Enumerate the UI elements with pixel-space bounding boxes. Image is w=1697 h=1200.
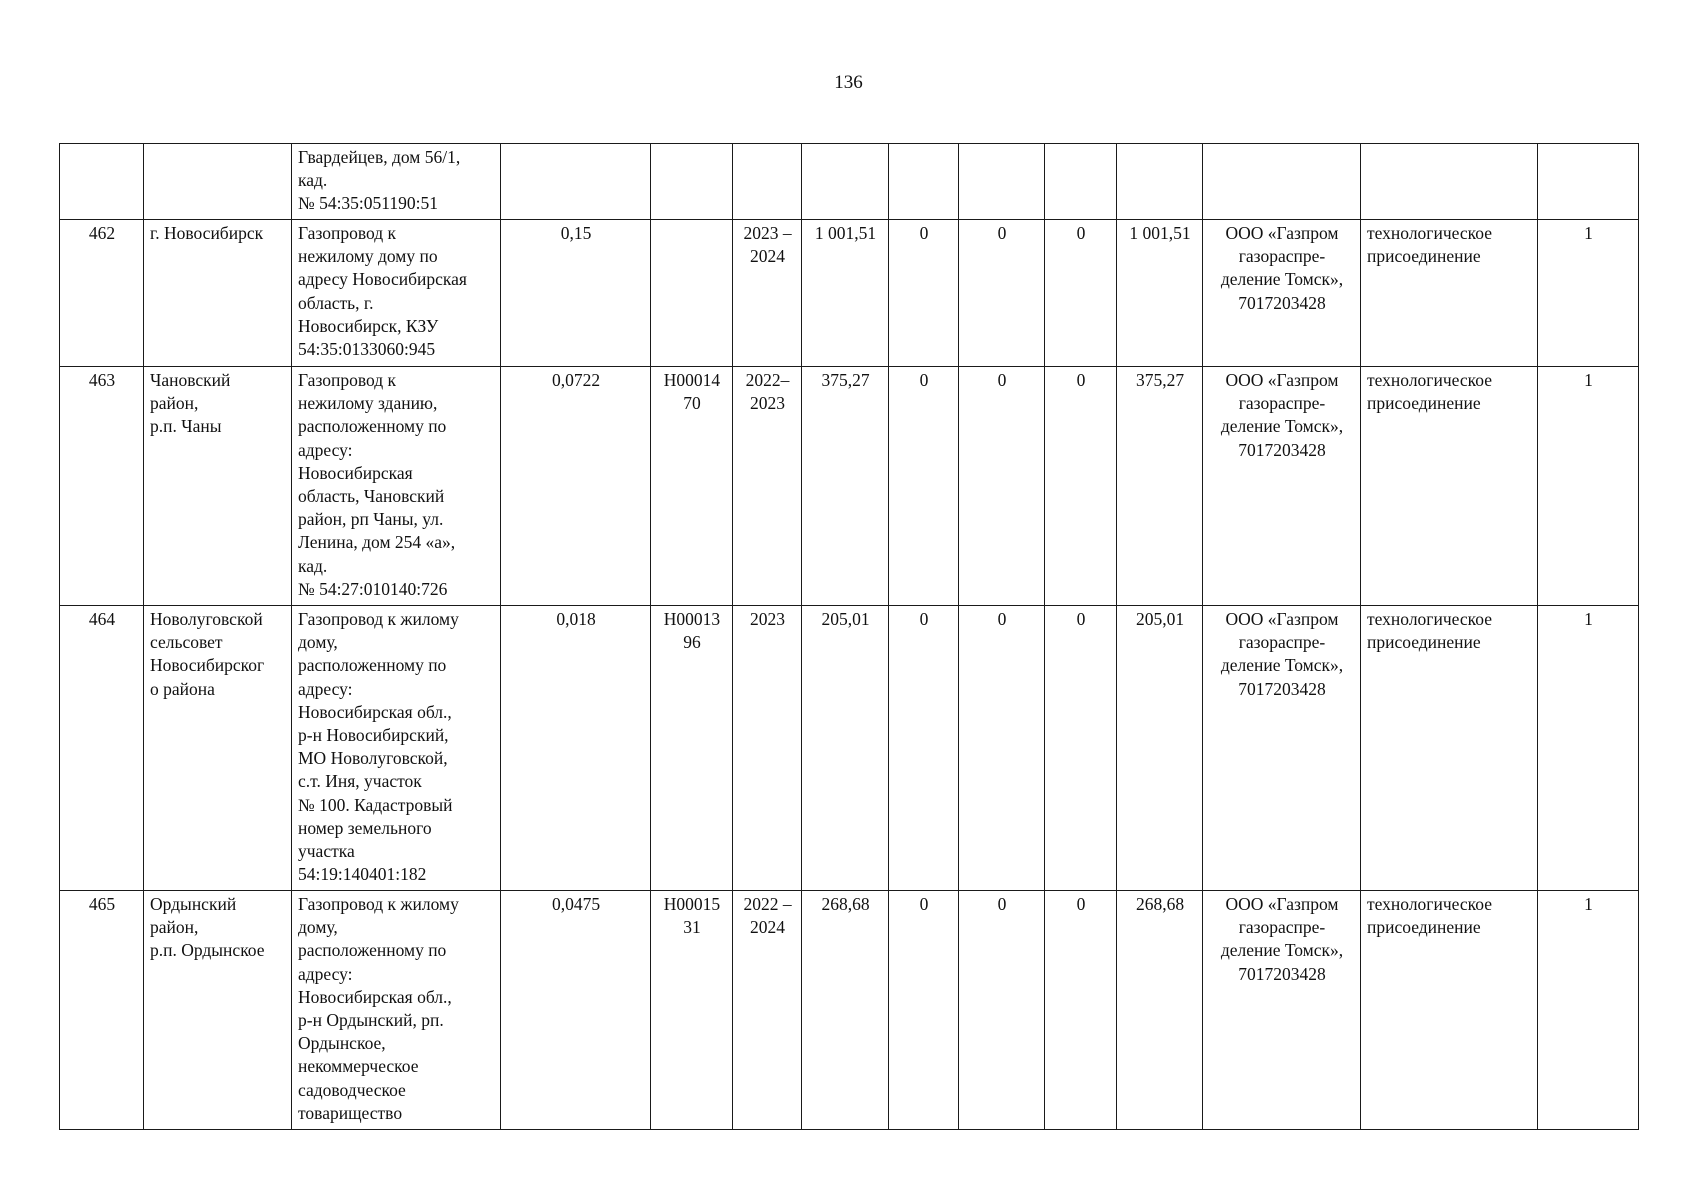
- cell-purpose: технологическое присоединение: [1361, 891, 1538, 1130]
- table-row: [60, 891, 1639, 1130]
- cell-v4: 268,68: [1117, 891, 1203, 1130]
- cell-object: Газопровод к нежилому зданию, расположенному по адресу: Новосибирская область, Чановский район, рп Чаны, ул. Ленина, дом 254 «а», кад. № 54:27:010140:726: [292, 367, 501, 606]
- cell-total: [802, 144, 889, 220]
- cell-object: Газопровод к жилому дому, расположенному по адресу: Новосибирская обл., р-н Ордынский, рп. Ордынское, некоммерческое садоводческое товарищество: [292, 891, 501, 1130]
- cell-last: 1: [1538, 220, 1639, 367]
- cell-length: 0,0722: [501, 367, 651, 606]
- cell-v1: 0: [889, 606, 959, 891]
- cell-org: ООО «Газпром газораспре- деление Томск», 7017203428: [1203, 367, 1361, 606]
- cell-v3: 0: [1045, 606, 1117, 891]
- cell-municipality: Новолуговской сельсовет Новосибирског о района: [144, 606, 292, 891]
- page-number: 136: [834, 72, 863, 93]
- cell-object: Газопровод к нежилому дому по адресу Новосибирская область, г. Новосибирск, КЗУ 54:35:0133060:945: [292, 220, 501, 367]
- cell-v2: 0: [959, 891, 1045, 1130]
- cell-object: Газопровод к жилому дому, расположенному по адресу: Новосибирская обл., р-н Новосибирский, МО Новолуговской, с.т. Иня, участок № 100. Кадастровый номер земельного участка 54:19:140401:182: [292, 606, 501, 891]
- cell-v4: [1117, 144, 1203, 220]
- table-row: [60, 606, 1639, 891]
- cell-length: 0,018: [501, 606, 651, 891]
- cell-purpose: технологическое присоединение: [1361, 367, 1538, 606]
- cell-total: 268,68: [802, 891, 889, 1130]
- cell-org: ООО «Газпром газораспре- деление Томск», 7017203428: [1203, 220, 1361, 367]
- table-row: [60, 220, 1639, 367]
- cell-code: [651, 220, 733, 367]
- cell-period: 2023: [733, 606, 802, 891]
- cell-period: [733, 144, 802, 220]
- cell-v1: 0: [889, 220, 959, 367]
- cell-period: 2022– 2023: [733, 367, 802, 606]
- cell-v1: 0: [889, 367, 959, 606]
- cell-last: 1: [1538, 891, 1639, 1130]
- cell-no: 462: [60, 220, 144, 367]
- cell-purpose: технологическое присоединение: [1361, 220, 1538, 367]
- cell-code: Н00013 96: [651, 606, 733, 891]
- cell-purpose: [1361, 144, 1538, 220]
- cell-v3: 0: [1045, 367, 1117, 606]
- cell-municipality: г. Новосибирск: [144, 220, 292, 367]
- cell-object: Гвардейцев, дом 56/1, кад. № 54:35:051190:51: [292, 144, 501, 220]
- table-row: [60, 367, 1639, 606]
- cell-period: 2022 – 2024: [733, 891, 802, 1130]
- cell-v4: 205,01: [1117, 606, 1203, 891]
- cell-code: Н00015 31: [651, 891, 733, 1130]
- cell-code: [651, 144, 733, 220]
- cell-municipality: Ордынский район, р.п. Ордынское: [144, 891, 292, 1130]
- cell-code: Н00014 70: [651, 367, 733, 606]
- cell-v2: 0: [959, 220, 1045, 367]
- cell-last: 1: [1538, 367, 1639, 606]
- cell-length: 0,15: [501, 220, 651, 367]
- cell-municipality: [144, 144, 292, 220]
- cell-no: 464: [60, 606, 144, 891]
- investment-table: [59, 143, 1639, 1130]
- cell-v3: [1045, 144, 1117, 220]
- cell-org: ООО «Газпром газораспре- деление Томск», 7017203428: [1203, 606, 1361, 891]
- cell-v4: 1 001,51: [1117, 220, 1203, 367]
- cell-v4: 375,27: [1117, 367, 1203, 606]
- cell-no: 463: [60, 367, 144, 606]
- cell-v2: [959, 144, 1045, 220]
- cell-org: ООО «Газпром газораспре- деление Томск», 7017203428: [1203, 891, 1361, 1130]
- cell-no: 465: [60, 891, 144, 1130]
- cell-v2: 0: [959, 606, 1045, 891]
- cell-period: 2023 – 2024: [733, 220, 802, 367]
- cell-v1: 0: [889, 891, 959, 1130]
- cell-v3: 0: [1045, 220, 1117, 367]
- cell-length: [501, 144, 651, 220]
- cell-total: 375,27: [802, 367, 889, 606]
- cell-total: 1 001,51: [802, 220, 889, 367]
- cell-last: [1538, 144, 1639, 220]
- cell-length: 0,0475: [501, 891, 651, 1130]
- cell-no: [60, 144, 144, 220]
- cell-v1: [889, 144, 959, 220]
- cell-v2: 0: [959, 367, 1045, 606]
- cell-v3: 0: [1045, 891, 1117, 1130]
- cell-last: 1: [1538, 606, 1639, 891]
- cell-municipality: Чановский район, р.п. Чаны: [144, 367, 292, 606]
- table-row-continuation: [60, 144, 1639, 220]
- cell-total: 205,01: [802, 606, 889, 891]
- cell-org: [1203, 144, 1361, 220]
- cell-purpose: технологическое присоединение: [1361, 606, 1538, 891]
